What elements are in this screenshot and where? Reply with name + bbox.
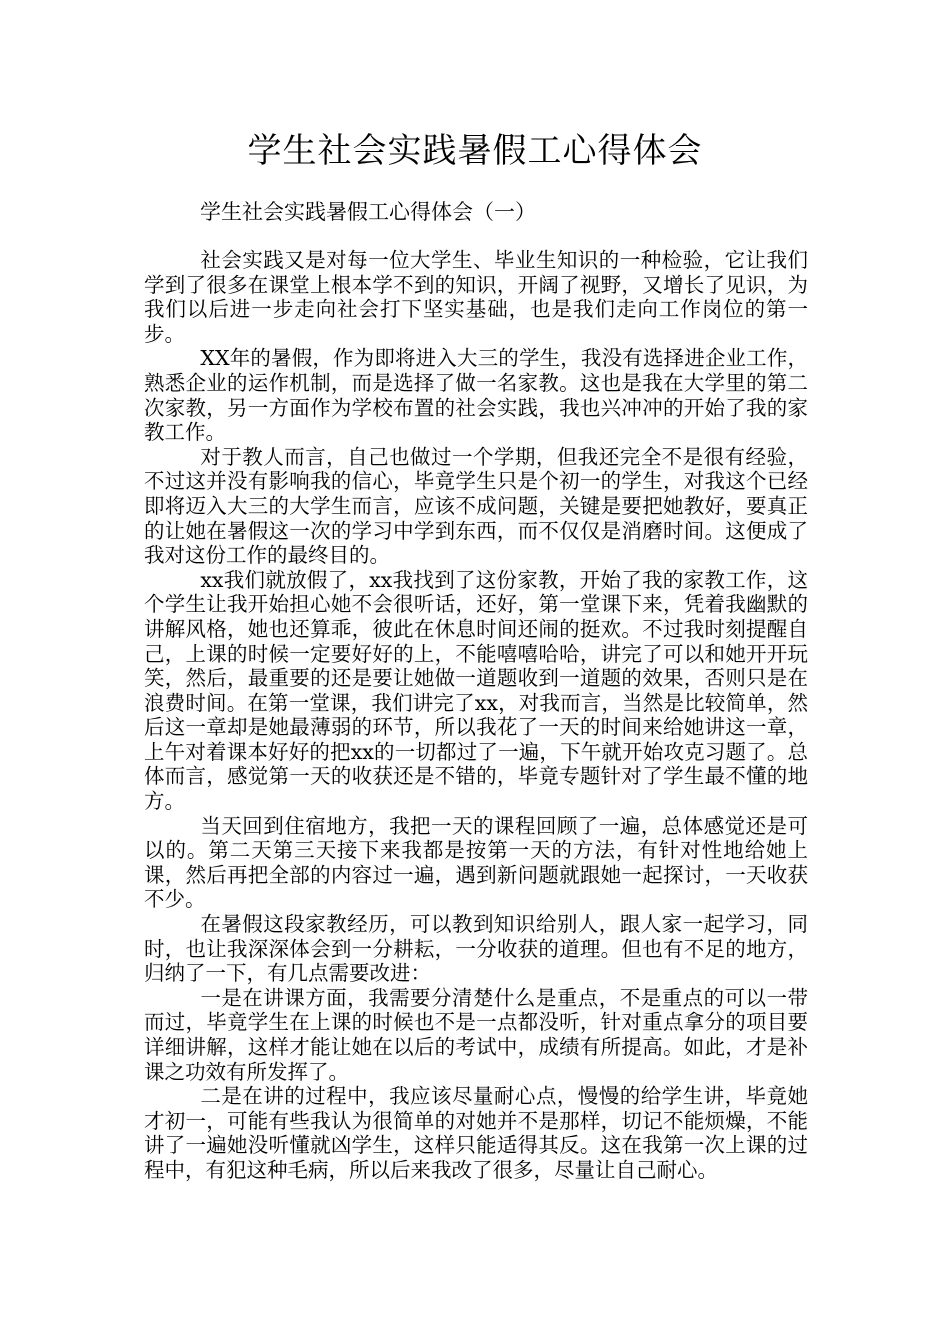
document-title: 学生社会实践暑假工心得体会 — [247, 131, 703, 171]
document-body — [144, 248, 808, 1183]
paragraph: 当天回到住宿地方，我把一天的课程回顾了一遍，总体感觉还是可以的。第二天第三天接下来我都是按第一天的方法，有针对性地给她上课，然后再把全部的内容过一遍，遇到新问题就跟她一起探讨，一天收获不少。 — [144, 813, 808, 912]
paragraph: 二是在讲的过程中，我应该尽量耐心点，慢慢的给学生讲，毕竟她才初一，可能有些我认为很简单的对她并不是那样，切记不能烦燥，不能讲了一遍她没听懂就凶学生，这样只能适得其反。这在我第一次上课的过程中，有犯这种毛病，所以后来我改了很多，尽量让自己耐心。 — [144, 1084, 808, 1182]
paragraph: XX年的暑假，作为即将进入大三的学生，我没有选择进企业工作，熟悉企业的运作机制，而是选择了做一名家教。这也是我在大学里的第二次家教，另一方面作为学校布置的社会实践，我也兴冲冲的开始了我的家教工作。 — [144, 346, 808, 445]
paragraph: 社会实践又是对每一位大学生、毕业生知识的一种检验，它让我们学到了很多在课堂上根本学不到的知识，开阔了视野，又增长了见识，为我们以后进一步走向社会打下坚实基础，也是我们走向工作岗位的第一步。 — [144, 248, 808, 346]
paragraph: 在暑假这段家教经历，可以教到知识给别人，跟人家一起学习，同时，也让我深深体会到一分耕耘，一分收获的道理。但也有不足的地方，归纳了一下，有几点需要改进： — [144, 912, 808, 986]
paragraph: xx我们就放假了，xx我找到了这份家教，开始了我的家教工作，这个学生让我开始担心她不会很听话，还好，第一堂课下来，凭着我幽默的讲解风格，她也还算乖，彼此在休息时间还闹的挺欢。不过我时刻提醒自己，上课的时候一定要好好的上，不能嘻嘻哈哈，讲完了可以和她开开玩笑，然后，最重要的还是要让她做一道题收到一道题的效果，否则只是在浪费时间。在第一堂课，我们讲完了xx，对我而言，当然是比较简单，然后这一章却是她最薄弱的环节，所以我花了一天的时间来给她讲这一章，上午对着课本好好的把xx的一切都过了一遍，下午就开始攻克习题了。总体而言，感觉第一天的收获还是不错的，毕竟专题针对了学生最不懂的地方。 — [144, 567, 808, 814]
paragraph: 一是在讲课方面，我需要分清楚什么是重点，不是重点的可以一带而过，毕竟学生在上课的时候也不是一点都没听，针对重点拿分的项目要详细讲解，这样才能让她在以后的考试中，成绩有所提高。如此，才是补课之功效有所发挥了。 — [144, 985, 808, 1084]
document-subtitle: 学生社会实践暑假工心得体会（一） — [200, 200, 536, 224]
paragraph: 对于教人而言，自己也做过一个学期，但我还完全不是很有经验，不过这并没有影响我的信心，毕竟学生只是个初一的学生，对我这个已经即将迈入大三的大学生而言，应该不成问题，关键是要把她教好，要真正的让她在暑假这一次的学习中学到东西，而不仅仅是消磨时间。这便成了我对这份工作的最终目的。 — [144, 444, 808, 568]
